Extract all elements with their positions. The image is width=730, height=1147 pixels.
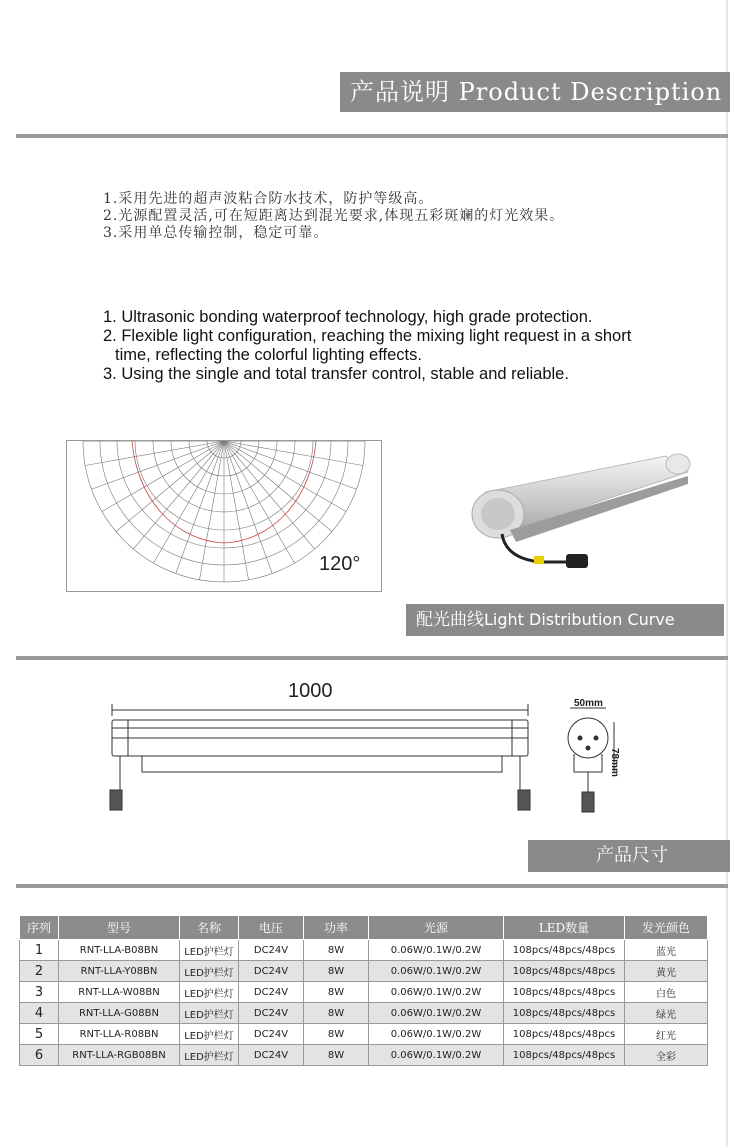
- english-feature-list: [103, 308, 631, 384]
- cell-voltage: DC24V: [239, 961, 304, 982]
- cell-power: 8W: [304, 1045, 369, 1066]
- curve-banner-en: Light Distribution Curve: [484, 610, 675, 629]
- table-row: [20, 1024, 708, 1045]
- cell-voltage: DC24V: [239, 940, 304, 961]
- col-header-index: 序列: [20, 916, 59, 940]
- cell-power: 8W: [304, 982, 369, 1003]
- en-feature-2: 2. Flexible light configuration, reaching the mixing light request in a short: [103, 327, 632, 345]
- cell-light-source: 0.06W/0.1W/0.2W: [369, 1024, 504, 1045]
- cell-light-source: 0.06W/0.1W/0.2W: [369, 1045, 504, 1066]
- cell-index: 2: [20, 961, 59, 982]
- col-header-model: 型号: [59, 916, 180, 940]
- cn-feature-1: 1.采用先进的超声波粘合防水技术，防护等级高。: [103, 191, 434, 207]
- cell-model: RNT-LLA-R08BN: [59, 1024, 180, 1045]
- cell-light-source: 0.06W/0.1W/0.2W: [369, 940, 504, 961]
- cell-led-count: 108pcs/48pcs/48pcs: [504, 961, 625, 982]
- en-feature-2-cont: time, reflecting the colorful lighting effects.: [115, 346, 422, 364]
- section-divider: [16, 656, 728, 660]
- cell-model: RNT-LLA-Y08BN: [59, 961, 180, 982]
- cell-index: 1: [20, 940, 59, 961]
- cell-color: 绿光: [625, 1003, 708, 1024]
- col-header-power: 功率: [304, 916, 369, 940]
- width-dimension: 50mm: [574, 698, 603, 709]
- product-size-banner: 产品尺寸: [528, 840, 730, 872]
- cell-model: RNT-LLA-W08BN: [59, 982, 180, 1003]
- table-row: [20, 961, 708, 982]
- curve-banner-cn: 配光曲线: [416, 610, 484, 630]
- section-divider: [16, 884, 728, 888]
- cell-name: LED护栏灯: [180, 1024, 239, 1045]
- section-divider: [16, 134, 728, 138]
- cell-index: 3: [20, 982, 59, 1003]
- table-row: [20, 982, 708, 1003]
- cell-led-count: 108pcs/48pcs/48pcs: [504, 1045, 625, 1066]
- table-row: [20, 940, 708, 961]
- cell-light-source: 0.06W/0.1W/0.2W: [369, 1003, 504, 1024]
- cell-name: LED护栏灯: [180, 982, 239, 1003]
- product-description-banner: 产品说明 Product Description: [340, 72, 730, 112]
- cell-voltage: DC24V: [239, 1045, 304, 1066]
- height-dimension: 78mm: [609, 748, 620, 777]
- table-row: [20, 1003, 708, 1024]
- cell-power: 8W: [304, 940, 369, 961]
- cell-voltage: DC24V: [239, 1003, 304, 1024]
- cell-color: 白色: [625, 982, 708, 1003]
- cell-name: LED护栏灯: [180, 1003, 239, 1024]
- cell-power: 8W: [304, 1003, 369, 1024]
- cell-led-count: 108pcs/48pcs/48pcs: [504, 982, 625, 1003]
- cn-feature-2: 2.光源配置灵活,可在短距离达到混光要求,体现五彩斑斓的灯光效果。: [103, 208, 565, 224]
- cell-power: 8W: [304, 1024, 369, 1045]
- cell-name: LED护栏灯: [180, 961, 239, 982]
- cell-model: RNT-LLA-B08BN: [59, 940, 180, 961]
- cell-power: 8W: [304, 961, 369, 982]
- cell-model: RNT-LLA-RGB08BN: [59, 1045, 180, 1066]
- cn-feature-3: 3.采用单总传输控制，稳定可靠。: [103, 225, 329, 241]
- col-header-color: 发光颜色: [625, 916, 708, 940]
- cell-name: LED护栏灯: [180, 940, 239, 961]
- col-header-name: 名称: [180, 916, 239, 940]
- cell-led-count: 108pcs/48pcs/48pcs: [504, 1003, 625, 1024]
- cell-led-count: 108pcs/48pcs/48pcs: [504, 1024, 625, 1045]
- col-header-voltage: 电压: [239, 916, 304, 940]
- en-feature-1: 1. Ultrasonic bonding waterproof technology, high grade protection.: [103, 308, 593, 326]
- cell-light-source: 0.06W/0.1W/0.2W: [369, 961, 504, 982]
- cell-led-count: 108pcs/48pcs/48pcs: [504, 940, 625, 961]
- light-distribution-banner: [406, 604, 724, 636]
- cell-index: 5: [20, 1024, 59, 1045]
- spec-table: [19, 915, 708, 1066]
- cell-color: 红光: [625, 1024, 708, 1045]
- cell-voltage: DC24V: [239, 982, 304, 1003]
- cell-name: LED护栏灯: [180, 1045, 239, 1066]
- cell-color: 全彩: [625, 1045, 708, 1066]
- beam-angle-label: 120°: [319, 553, 361, 575]
- cell-color: 蓝光: [625, 940, 708, 961]
- chinese-feature-list: [103, 191, 564, 242]
- cell-index: 4: [20, 1003, 59, 1024]
- cell-color: 黄光: [625, 961, 708, 982]
- cell-voltage: DC24V: [239, 1024, 304, 1045]
- cell-index: 6: [20, 1045, 59, 1066]
- light-distribution-curve: [66, 440, 382, 592]
- cell-light-source: 0.06W/0.1W/0.2W: [369, 982, 504, 1003]
- table-header-row: [20, 916, 708, 940]
- product-photo: [466, 450, 696, 580]
- table-row: [20, 1045, 708, 1066]
- col-header-led-count: LED数量: [504, 916, 625, 940]
- right-edge-line: [726, 0, 728, 1147]
- length-dimension: 1000: [288, 680, 333, 702]
- col-header-light-source: 光源: [369, 916, 504, 940]
- en-feature-3: 3. Using the single and total transfer control, stable and reliable.: [103, 365, 569, 383]
- cell-model: RNT-LLA-G08BN: [59, 1003, 180, 1024]
